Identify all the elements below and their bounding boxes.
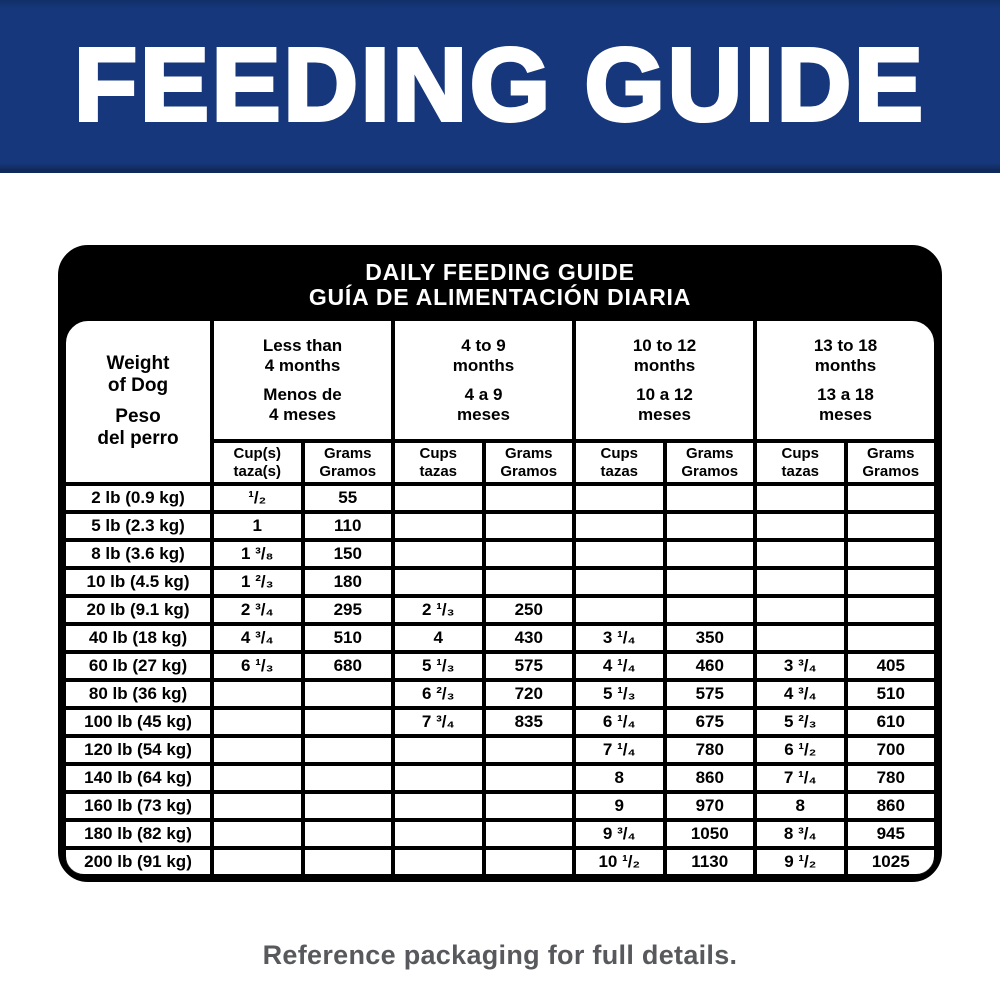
age-group-header — [574, 319, 755, 441]
value-cell: 150 — [303, 540, 394, 568]
value-cell — [303, 792, 394, 820]
label-line: Grams — [323, 444, 372, 462]
grams-header — [484, 441, 575, 484]
label-line: 13 a 18 — [817, 384, 874, 404]
label-line: of Dog — [107, 375, 169, 396]
value-cell: 7 ³/₄ — [393, 708, 484, 736]
value-cell — [393, 512, 484, 540]
value-cell — [846, 624, 937, 652]
value-cell: 1050 — [665, 820, 756, 848]
value-cell: 460 — [665, 652, 756, 680]
table-row — [64, 596, 936, 624]
value-cell: 295 — [303, 596, 394, 624]
cups-header — [574, 441, 665, 484]
group-header-es — [576, 385, 753, 425]
group-header-en — [214, 336, 391, 376]
table-title-en: DAILY FEEDING GUIDE — [365, 259, 635, 285]
value-cell: 780 — [846, 764, 937, 792]
cups-header — [212, 441, 303, 484]
group-header-en — [757, 336, 934, 376]
value-cell — [665, 512, 756, 540]
label-line: Grams — [685, 444, 734, 462]
table-row — [64, 540, 936, 568]
weight-cell: 120 lb (54 kg) — [64, 736, 212, 764]
value-cell: 350 — [665, 624, 756, 652]
table-row — [64, 568, 936, 596]
weight-cell: 140 lb (64 kg) — [64, 764, 212, 792]
group-header-en — [576, 336, 753, 376]
value-cell: 9 ¹/₂ — [755, 848, 846, 876]
label-line: Peso — [115, 406, 161, 427]
label-line: tazas — [419, 462, 458, 480]
value-cell — [484, 512, 575, 540]
value-cell: 1130 — [665, 848, 756, 876]
value-cell — [846, 596, 937, 624]
table-title-es: GUÍA DE ALIMENTACIÓN DIARIA — [308, 284, 692, 310]
label-line: Gramos — [862, 462, 920, 480]
label-line: Grams — [866, 444, 915, 462]
table-header-row-groups — [64, 319, 936, 441]
label-line: meses — [819, 404, 872, 424]
value-cell — [393, 540, 484, 568]
group-header-en — [395, 336, 572, 376]
value-cell: 9 — [574, 792, 665, 820]
value-cell — [393, 792, 484, 820]
value-cell: 430 — [484, 624, 575, 652]
value-cell — [212, 708, 303, 736]
weight-cell: 100 lb (45 kg) — [64, 708, 212, 736]
value-cell: 6 ¹/₄ — [574, 708, 665, 736]
value-cell: 970 — [665, 792, 756, 820]
value-cell: ¹/₂ — [212, 484, 303, 512]
value-cell: 5 ²/₃ — [755, 708, 846, 736]
feeding-guide-card — [58, 245, 942, 882]
table-row — [64, 484, 936, 512]
value-cell — [665, 484, 756, 512]
value-cell: 5 ¹/₃ — [574, 680, 665, 708]
grams-header — [665, 441, 756, 484]
value-cell — [303, 764, 394, 792]
value-cell — [212, 792, 303, 820]
label-line: Cups — [419, 444, 457, 462]
weight-header-es — [66, 406, 210, 450]
value-cell: 55 — [303, 484, 394, 512]
table-row — [64, 848, 936, 876]
value-cell: 8 — [574, 764, 665, 792]
label-line: Gramos — [681, 462, 739, 480]
page-title: FEEDING GUIDE — [74, 26, 926, 142]
value-cell: 1025 — [846, 848, 937, 876]
value-cell: 675 — [665, 708, 756, 736]
value-cell — [212, 680, 303, 708]
value-cell: 6 ²/₃ — [393, 680, 484, 708]
value-cell: 8 — [755, 792, 846, 820]
value-cell: 2 ¹/₃ — [393, 596, 484, 624]
value-cell — [303, 848, 394, 876]
value-cell — [393, 736, 484, 764]
value-cell — [484, 820, 575, 848]
value-cell — [303, 736, 394, 764]
value-cell: 510 — [303, 624, 394, 652]
weight-cell: 20 lb (9.1 kg) — [64, 596, 212, 624]
weight-cell: 180 lb (82 kg) — [64, 820, 212, 848]
value-cell — [574, 512, 665, 540]
value-cell: 1 — [212, 512, 303, 540]
label-line: 4 a 9 — [464, 384, 503, 404]
value-cell: 2 ³/₄ — [212, 596, 303, 624]
value-cell — [484, 848, 575, 876]
label-line: meses — [457, 404, 510, 424]
value-cell: 8 ³/₄ — [755, 820, 846, 848]
value-cell — [846, 540, 937, 568]
weight-cell: 160 lb (73 kg) — [64, 792, 212, 820]
label-line: Gramos — [319, 462, 377, 480]
table-row — [64, 736, 936, 764]
weight-cell: 8 lb (3.6 kg) — [64, 540, 212, 568]
value-cell: 945 — [846, 820, 937, 848]
value-cell — [484, 736, 575, 764]
value-cell — [755, 624, 846, 652]
value-cell: 9 ³/₄ — [574, 820, 665, 848]
value-cell — [755, 596, 846, 624]
value-cell: 575 — [484, 652, 575, 680]
value-cell — [484, 540, 575, 568]
value-cell: 610 — [846, 708, 937, 736]
grams-header — [846, 441, 937, 484]
label-line: Cups — [781, 444, 819, 462]
value-cell — [484, 484, 575, 512]
value-cell: 7 ¹/₄ — [755, 764, 846, 792]
value-cell: 6 ¹/₂ — [755, 736, 846, 764]
value-cell — [303, 820, 394, 848]
value-cell — [665, 596, 756, 624]
value-cell — [303, 680, 394, 708]
value-cell — [665, 568, 756, 596]
value-cell: 4 ³/₄ — [212, 624, 303, 652]
weight-cell: 2 lb (0.9 kg) — [64, 484, 212, 512]
value-cell — [574, 596, 665, 624]
label-line: del perro — [97, 428, 179, 449]
value-cell: 835 — [484, 708, 575, 736]
value-cell — [393, 848, 484, 876]
label-line: tazas — [781, 462, 820, 480]
table-head — [64, 319, 936, 484]
value-cell — [212, 820, 303, 848]
label-line: Cups — [600, 444, 638, 462]
table-row — [64, 512, 936, 540]
value-cell — [665, 540, 756, 568]
value-cell — [212, 736, 303, 764]
value-cell — [846, 568, 937, 596]
feeding-guide-table — [64, 319, 936, 876]
value-cell: 1 ³/₈ — [212, 540, 303, 568]
label-line: 10 to 12 — [632, 335, 697, 355]
banner — [0, 0, 1000, 173]
value-cell — [846, 512, 937, 540]
value-cell — [303, 708, 394, 736]
weight-cell: 200 lb (91 kg) — [64, 848, 212, 876]
value-cell — [755, 484, 846, 512]
label-line: tazas — [600, 462, 639, 480]
group-header-es — [757, 385, 934, 425]
value-cell — [846, 484, 937, 512]
table-title — [64, 251, 936, 319]
age-group-header — [755, 319, 936, 441]
value-cell: 4 ³/₄ — [755, 680, 846, 708]
value-cell — [212, 848, 303, 876]
value-cell: 3 ¹/₄ — [574, 624, 665, 652]
label-line: months — [452, 355, 515, 375]
weight-cell: 5 lb (2.3 kg) — [64, 512, 212, 540]
label-line: Less than — [262, 335, 343, 355]
label-line: Grams — [504, 444, 553, 462]
value-cell: 700 — [846, 736, 937, 764]
label-line: meses — [638, 404, 691, 424]
weight-cell: 10 lb (4.5 kg) — [64, 568, 212, 596]
table-body — [64, 484, 936, 876]
label-line: months — [633, 355, 696, 375]
label-line: Gramos — [500, 462, 558, 480]
value-cell — [484, 792, 575, 820]
age-group-header — [393, 319, 574, 441]
value-cell: 575 — [665, 680, 756, 708]
label-line: Cup(s) — [233, 444, 281, 462]
value-cell: 250 — [484, 596, 575, 624]
value-cell: 180 — [303, 568, 394, 596]
label-line: 4 to 9 — [461, 335, 506, 355]
label-line: 13 to 18 — [813, 335, 878, 355]
value-cell — [755, 540, 846, 568]
value-cell — [574, 540, 665, 568]
label-line: 4 months — [264, 355, 341, 375]
cups-header — [755, 441, 846, 484]
value-cell — [755, 512, 846, 540]
value-cell: 720 — [484, 680, 575, 708]
weight-cell: 60 lb (27 kg) — [64, 652, 212, 680]
value-cell — [393, 764, 484, 792]
value-cell: 4 ¹/₄ — [574, 652, 665, 680]
label-line: taza(s) — [233, 462, 281, 480]
group-header-es — [214, 385, 391, 425]
value-cell — [574, 568, 665, 596]
table-row — [64, 624, 936, 652]
group-header-es — [395, 385, 572, 425]
weight-cell: 40 lb (18 kg) — [64, 624, 212, 652]
value-cell: 6 ¹/₃ — [212, 652, 303, 680]
value-cell — [393, 484, 484, 512]
table-row — [64, 680, 936, 708]
label-line: months — [814, 355, 877, 375]
cups-header — [393, 441, 484, 484]
label-line: Weight — [106, 353, 170, 374]
label-line: Menos de — [263, 384, 342, 404]
table-row — [64, 652, 936, 680]
value-cell: 405 — [846, 652, 937, 680]
value-cell — [484, 568, 575, 596]
age-group-header — [212, 319, 393, 441]
weight-of-dog-header — [64, 319, 212, 484]
weight-cell: 80 lb (36 kg) — [64, 680, 212, 708]
value-cell — [484, 764, 575, 792]
table-row — [64, 820, 936, 848]
label-line: 4 meses — [268, 404, 337, 424]
value-cell: 3 ³/₄ — [755, 652, 846, 680]
table-row — [64, 792, 936, 820]
value-cell: 7 ¹/₄ — [574, 736, 665, 764]
label-line: 10 a 12 — [636, 384, 693, 404]
value-cell: 1 ²/₃ — [212, 568, 303, 596]
main-content — [0, 245, 1000, 971]
value-cell — [393, 820, 484, 848]
value-cell: 860 — [665, 764, 756, 792]
value-cell: 860 — [846, 792, 937, 820]
value-cell: 780 — [665, 736, 756, 764]
value-cell — [574, 484, 665, 512]
grams-header — [303, 441, 394, 484]
value-cell: 680 — [303, 652, 394, 680]
value-cell: 510 — [846, 680, 937, 708]
footer-note: Reference packaging for full details. — [262, 940, 738, 970]
value-cell: 5 ¹/₃ — [393, 652, 484, 680]
table-row — [64, 764, 936, 792]
table-row — [64, 708, 936, 736]
value-cell: 10 ¹/₂ — [574, 848, 665, 876]
value-cell — [393, 568, 484, 596]
weight-header-en — [66, 353, 210, 397]
value-cell — [755, 568, 846, 596]
value-cell — [212, 764, 303, 792]
value-cell: 4 — [393, 624, 484, 652]
value-cell: 110 — [303, 512, 394, 540]
